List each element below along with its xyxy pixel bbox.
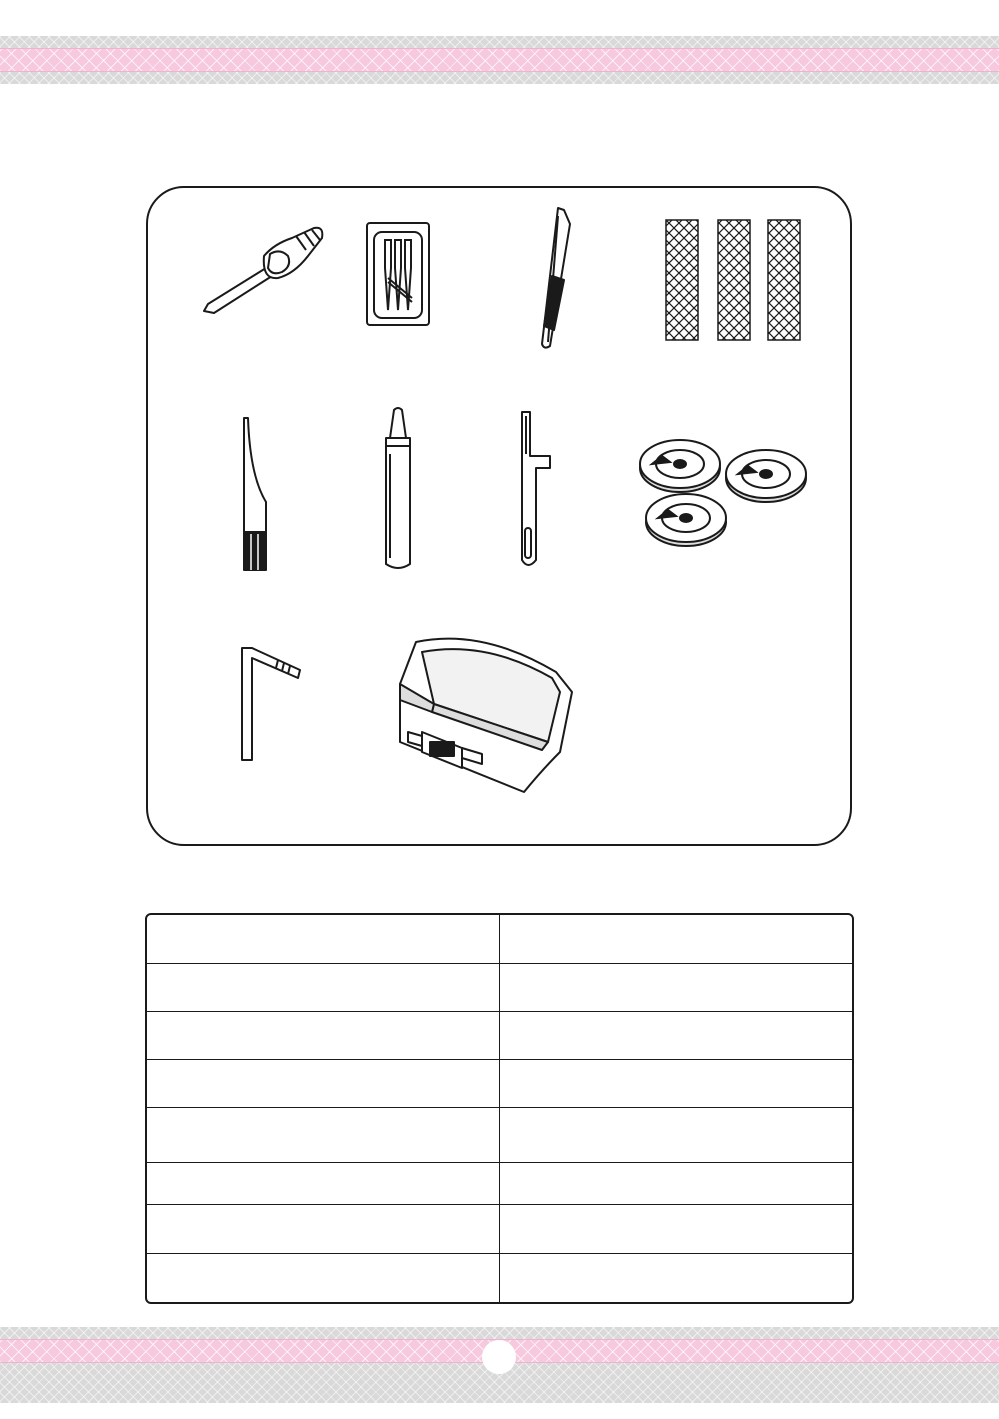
table-cell [147, 964, 500, 1012]
table-cell [500, 1205, 852, 1254]
screwdriver-icon [196, 216, 326, 321]
table-cell [147, 1205, 500, 1254]
table-cell [147, 1108, 500, 1163]
spool-caps-icon [636, 434, 816, 550]
header-band-grey-bottom [0, 72, 999, 84]
table-cell [500, 1254, 852, 1302]
table-cell [500, 1060, 852, 1108]
needle-pack-icon [366, 222, 432, 328]
cleaning-brush-icon [238, 416, 278, 572]
table-cell [147, 915, 500, 964]
table-cell [147, 1060, 500, 1108]
footer-band-grey-top [0, 1327, 999, 1339]
trim-trap-icon [392, 632, 582, 802]
needle-inserter-icon [514, 410, 558, 572]
page-number-badge [482, 1340, 516, 1374]
table-cell [147, 1163, 500, 1205]
table-cell [500, 1163, 852, 1205]
hex-key-icon [238, 644, 310, 764]
table-cell [147, 1254, 500, 1302]
header-decorative-band [0, 36, 999, 84]
accessory-panel [146, 186, 852, 846]
header-band-grey-top [0, 36, 999, 48]
table-cell [147, 1012, 500, 1060]
oiler-icon [380, 406, 416, 572]
table-cell [500, 915, 852, 964]
table-cell [500, 1012, 852, 1060]
table-cell [500, 964, 852, 1012]
spool-nets-icon [664, 218, 814, 342]
tweezers-icon [536, 206, 576, 352]
table-cell [500, 1108, 852, 1163]
header-band-pink [0, 48, 999, 72]
parts-table [145, 913, 854, 1304]
